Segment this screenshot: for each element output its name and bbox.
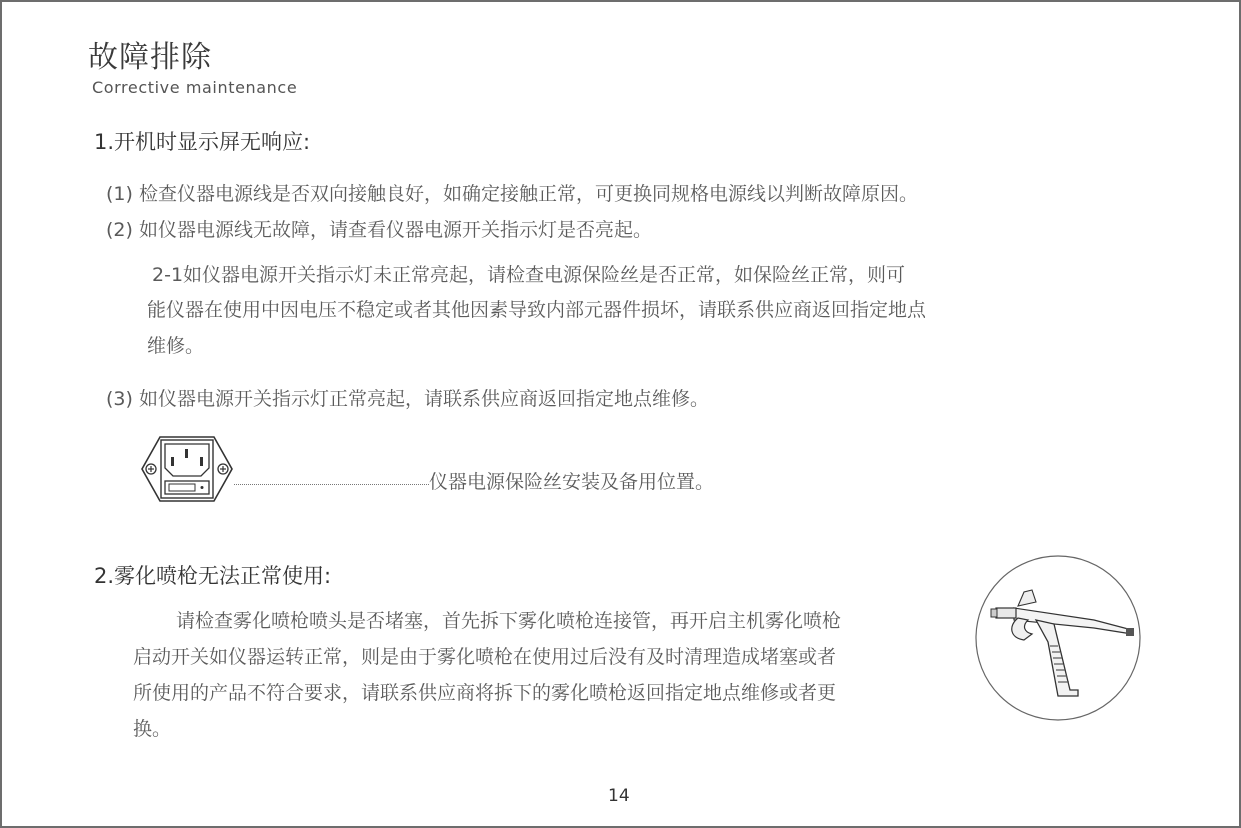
section1-item1: (1) 检查仪器电源线是否双向接触良好，如确定接触正常，可更换同规格电源线以判断故障原因。 [106,183,918,205]
section1-item3: (3) 如仪器电源开关指示灯正常亮起，请联系供应商返回指定地点维修。 [106,388,709,410]
section1-sub-line: 2-1如仪器电源开关指示灯未正常亮起，请检查电源保险丝是否正常，如保险丝正常，则可 [152,264,906,286]
page-subtitle: Corrective maintenance [92,78,298,97]
section1-item2: (2) 如仪器电源线无故障，请查看仪器电源开关指示灯是否亮起。 [106,219,652,241]
fuse-label: 仪器电源保险丝安装及备用位置。 [429,471,715,493]
leader-line [234,484,429,485]
power-socket-fuse-icon [140,435,234,503]
section2-paragraph-line: 请检查雾化喷枪喷头是否堵塞，首先拆下雾化喷枪连接管，再开启主机雾化喷枪 [176,610,842,632]
spray-gun-icon [974,554,1142,722]
page-title: 故障排除 [88,40,212,75]
section1-heading: 1.开机时显示屏无响应: [94,130,311,154]
section2-paragraph-line: 所使用的产品不符合要求，请联系供应商将拆下的雾化喷枪返回指定地点维修或者更 [133,682,837,704]
section2-paragraph-line: 启动开关如仪器运转正常，则是由于雾化喷枪在使用过后没有及时清理造成堵塞或者 [133,646,837,668]
section2-paragraph-line: 换。 [133,718,172,740]
page-number: 14 [608,786,630,806]
section2-heading: 2.雾化喷枪无法正常使用: [94,564,332,588]
section1-sub-line: 能仪器在使用中因电压不稳定或者其他因素导致内部元器件损坏，请联系供应商返回指定地点 [147,299,927,321]
section1-sub-line: 维修。 [147,335,205,357]
